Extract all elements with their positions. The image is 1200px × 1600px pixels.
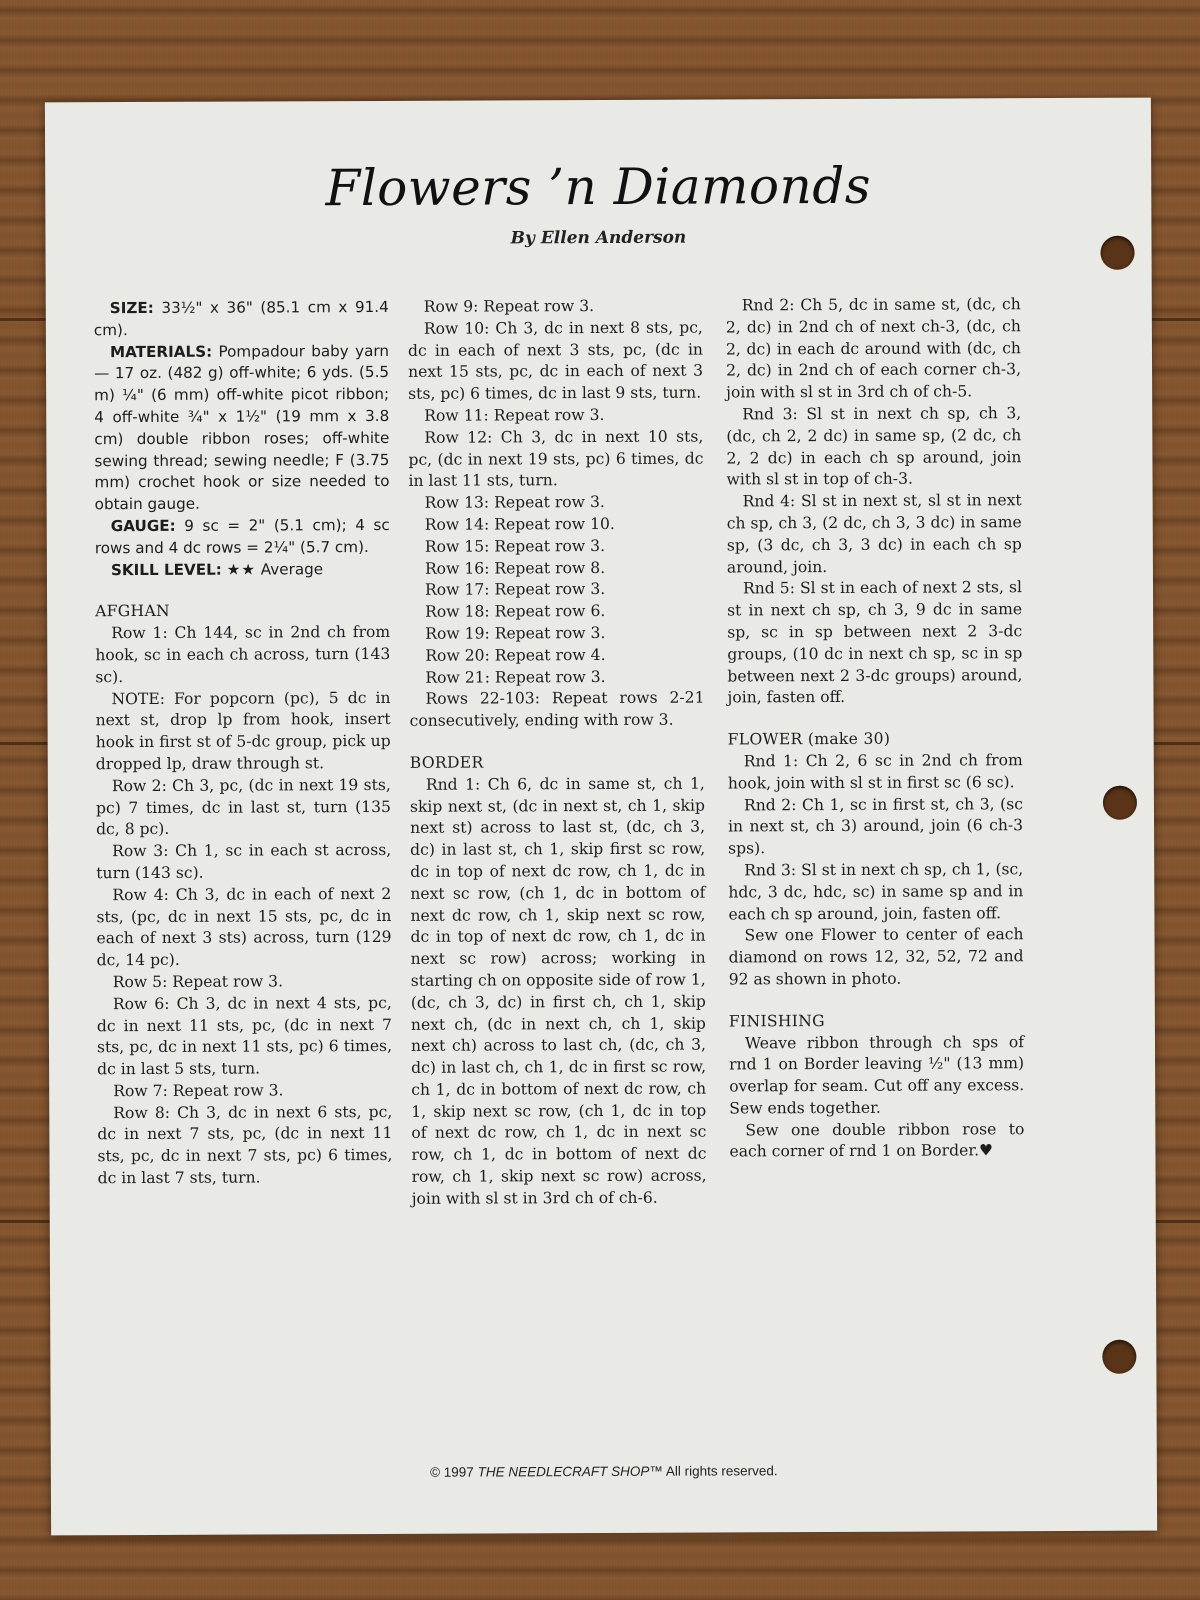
materials-paragraph xyxy=(94,341,390,517)
instruction-paragraph: Rnd 5: Sl st in each of next 2 sts, sl st in next ch sp, ch 3, 9 dc in same sp, sc in sp between next 2 3-dc groups, (10 dc in next ch sp, sc in sp between next 2 3-dc groups) around, join, fasten off. xyxy=(727,578,1023,707)
instruction-paragraph: Rnd 3: Sl st in next ch sp, ch 3, (dc, ch 2, 2 dc) in same sp, (2 dc, ch 2, 2 dc) in each ch sp around, join with sl st in top of ch-3. xyxy=(726,404,1022,489)
materials-label: MATERIALS: xyxy=(109,342,213,361)
instruction-paragraph: Sew one Flower to center of each diamond on rows 12, 32, 52, 72 and 92 as shown in photo. xyxy=(728,925,1024,989)
copyright-year: © 1997 xyxy=(430,1464,474,1480)
skill-label: SKILL LEVEL: xyxy=(110,560,222,579)
skill-paragraph xyxy=(95,558,390,581)
instruction-paragraph: Rnd 1: Ch 6, dc in same st, ch 1, skip next st, (dc in next st, ch 1, skip next st) across to last st, (dc, ch 3, dc) in last st, ch 1, skip first sc row, dc in top of next dc row, ch 1, dc in next sc row, (ch 1, dc in bottom of next dc row, ch 1, skip next sc row, dc in top of next dc row, ch 1, dc in next sc row) across; working in starting ch on opposite side of row 1, (dc, ch 3, dc) in first ch, ch 1, skip next ch, (dc in next ch, ch 1, skip next ch) across to last ch, (dc, ch 3, dc) in last ch, ch 1, dc in first sc row, ch 1, dc in bottom of next dc row, ch 1, skip next sc row, (ch 1, dc in top of next dc row, ch 1, dc in next sc row, ch 1, dc in bottom of next dc row, ch 1, skip next sc row) across, join with sl st in 3rd ch of ch-6. xyxy=(409,774,707,1208)
size-text: 33½" x 36" (85.1 cm x 91.4 cm). xyxy=(93,297,389,340)
gauge-label: GAUGE: xyxy=(110,516,176,536)
pattern-author: By Ellen Anderson xyxy=(510,227,687,249)
instruction-paragraph: Row 6: Ch 3, dc in next 4 sts, pc, dc in next 11 sts, pc, (dc in next 7 sts, pc, dc in next 11 sts, pc) 6 times, dc in last 5 sts, turn. xyxy=(96,993,393,1079)
instruction-paragraph: Row 21: Repeat row 3. xyxy=(425,667,606,687)
flower-heading: FLOWER (make 30) xyxy=(727,729,891,749)
instruction-paragraph: Sew one double ribbon rose to each corner of rnd 1 on Border.♥ xyxy=(729,1119,1025,1161)
gauge-text: 9 sc = 2" (5.1 cm); 4 sc rows and 4 dc rows = 2¼" (5.7 cm). xyxy=(94,515,390,557)
column-1 xyxy=(94,297,393,1190)
instruction-paragraph: Row 20: Repeat row 4. xyxy=(425,645,606,665)
finishing-heading: FINISHING xyxy=(728,1011,825,1031)
instruction-paragraph: Row 3: Ch 1, sc in each st across, turn (143 sc). xyxy=(96,841,392,883)
size-paragraph xyxy=(94,297,389,342)
instruction-paragraph: Rnd 4: Sl st in next st, sl st in next ch sp, ch 3, (2 dc, ch 3, 3 dc) in same sp, (3 dc, ch 3, 3 dc) in each ch sp around, join. xyxy=(726,491,1022,577)
binder-hole-bottom xyxy=(1102,1340,1136,1374)
instruction-paragraph: NOTE: For popcorn (pc), 5 dc in next st, drop lp from hook, insert hook in first st of 5-dc group, pick up dropped lp, draw through st. xyxy=(95,688,391,774)
instruction-paragraph: Row 14: Repeat row 10. xyxy=(424,514,615,534)
instruction-paragraph: Row 19: Repeat row 3. xyxy=(425,623,606,643)
gauge-paragraph xyxy=(95,515,390,560)
instruction-paragraph: Row 5: Repeat row 3. xyxy=(112,972,284,992)
star-icon: ★★ xyxy=(226,560,256,579)
instruction-paragraph: Row 17: Repeat row 3. xyxy=(424,580,606,600)
instruction-paragraph: Row 11: Repeat row 3. xyxy=(424,405,605,425)
instruction-paragraph: Row 10: Ch 3, dc in next 8 sts, pc, dc in each of next 3 sts, pc, (dc in next 15 sts, pc, dc in each of next 3 sts, pc) 6 times, dc in last 9 sts, turn. xyxy=(407,318,704,404)
column-2 xyxy=(408,296,707,1211)
instruction-paragraph: Rnd 3: Sl st in next ch sp, ch 1, (sc, hdc, 3 dc, hdc, sc) in same sp and in each ch sp around, join, fasten off. xyxy=(728,860,1024,923)
pattern-title: Flowers ’n Diamonds xyxy=(325,156,872,218)
instruction-paragraph: Row 9: Repeat row 3. xyxy=(423,297,595,316)
binder-hole-middle xyxy=(1103,786,1137,820)
afghan-heading: AFGHAN xyxy=(95,602,170,621)
instruction-paragraph: Row 8: Ch 3, dc in next 6 sts, pc, dc in next 7 sts, pc, (dc in next 11 sts, pc, dc in next 7 sts, pc) 6 times, dc in last 7 sts, turn. xyxy=(97,1102,393,1188)
pattern-page xyxy=(45,98,1157,1536)
instruction-paragraph: Weave ribbon through ch sps of rnd 1 on Border leaving ½" (13 mm) overlap for seam. Cut off any excess. Sew ends together. xyxy=(729,1032,1025,1118)
instruction-paragraph: Row 1: Ch 144, sc in 2nd ch from hook, sc in each ch across, turn (143 sc). xyxy=(95,623,391,686)
size-label: SIZE: xyxy=(109,298,154,318)
instruction-paragraph: Rnd 2: Ch 5, dc in same st, (dc, ch 2, dc) in 2nd ch of next ch-3, (dc, ch 2, dc) in each dc around with (dc, ch 2, dc) in 2nd ch of each corner ch-3, join with sl st in 3rd ch of ch-5. xyxy=(725,295,1022,402)
instruction-paragraph: Rnd 2: Ch 1, sc in first st, ch 3, (sc in next st, ch 3) around, join (6 ch-3 sps). xyxy=(728,794,1024,858)
instruction-paragraph: Row 16: Repeat row 8. xyxy=(424,558,606,578)
column-3 xyxy=(726,294,1025,1164)
rights-text: All rights reserved. xyxy=(665,1463,778,1479)
skill-text: Average xyxy=(260,559,324,579)
instruction-paragraph: Row 12: Ch 3, dc in next 10 sts, pc, (dc in next 19 sts, pc) 6 times, dc in last 11 sts, turn. xyxy=(408,427,704,491)
instruction-paragraph: Row 2: Ch 3, pc, (dc in next 19 sts, pc) 7 times, dc in last st, turn (135 dc, 8 pc). xyxy=(95,775,391,839)
instruction-paragraph: Row 15: Repeat row 3. xyxy=(424,536,606,556)
publisher-name: THE NEEDLECRAFT SHOP™ xyxy=(477,1463,663,1480)
instruction-paragraph: Row 7: Repeat row 3. xyxy=(113,1081,284,1101)
materials-text: Pompadour baby yarn — 17 oz. (482 g) off-white; 6 yds. (5.5 m) ¼" (6 mm) off-white picot ribbon; 4 off-white ¾" x 1½" (19 mm x 3.8 cm) double ribbon roses; off-white sewing thread; sewing needle; F (3.75 mm) crochet hook or size needed to obtain gauge. xyxy=(94,341,390,514)
copyright-footer xyxy=(51,1462,1157,1482)
instruction-paragraph: Row 18: Repeat row 6. xyxy=(425,602,606,621)
instruction-paragraph: Rnd 1: Ch 2, 6 sc in 2nd ch from hook, join with sl st in first sc (6 sc). xyxy=(727,751,1023,793)
border-heading: BORDER xyxy=(409,753,484,772)
instruction-paragraph: Rows 22-103: Repeat rows 2-21 consecutively, ending with row 3. xyxy=(409,688,705,730)
instruction-paragraph: Row 4: Ch 3, dc in each of next 2 sts, (pc, dc in next 15 sts, pc, dc in each of next 3 sts) across, turn (129 dc, 14 pc). xyxy=(96,884,392,970)
instruction-paragraph: Row 13: Repeat row 3. xyxy=(424,493,605,512)
